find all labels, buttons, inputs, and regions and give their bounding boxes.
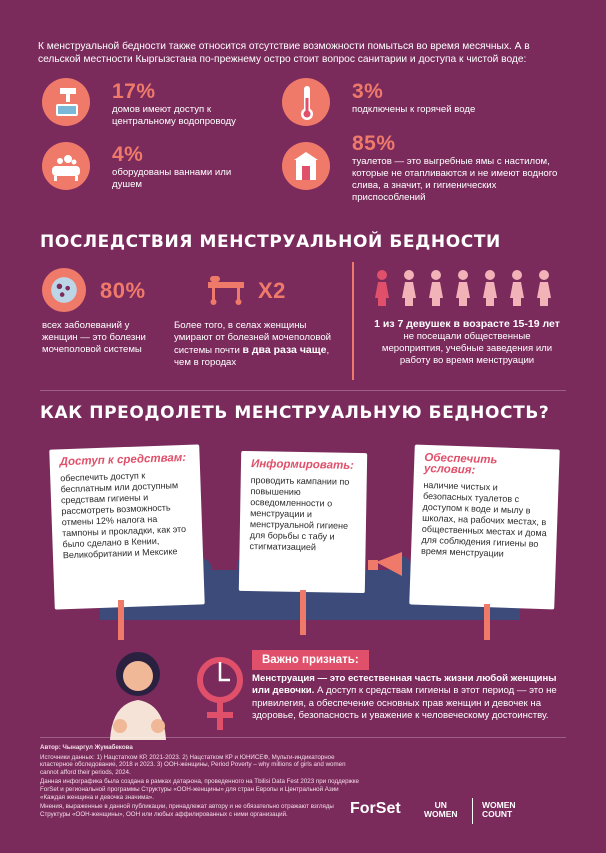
forset-logo: ForSet (350, 800, 401, 817)
consequence-b-value: X2 (258, 278, 286, 303)
logo-separator (472, 798, 473, 824)
section-title-solutions: КАК ПРЕОДОЛЕТЬ МЕНСТРУАЛЬНУЮ БЕДНОСТЬ? (40, 403, 550, 423)
bathtub-icon (42, 142, 90, 190)
consequence-a-text: всех заболеваний у женщин — это болезни мочеполовой системы (42, 320, 146, 355)
stat-pct-water: 17% (112, 80, 156, 103)
important-text: Менструация — это естественная часть жизни любой женщины или девочки. А доступ к средствам гигиены в этот период — это не привилегия, а обеспечение основных прав женщин и девочек на здоровье, безопасность и уважение к человеческому достоинству. (252, 673, 557, 722)
card-conditions-pole (484, 604, 490, 640)
card-access-title: Доступ к средствам: (59, 451, 187, 469)
card-conditions-text: наличие чистых и безопасных туалетов с доступом к воде и мылу в школах, на рабочих местах, в общественных местах и дома для соблюдения гигиены во время менструации (420, 479, 547, 559)
card-inform-pole (300, 590, 306, 635)
consequence-a-value: 80% (100, 278, 146, 303)
girl-figure-icon (402, 270, 416, 306)
venus-symbol-icon (190, 652, 250, 739)
card-access (49, 444, 204, 609)
card-access-pole (118, 600, 124, 640)
girl-figure-icon (483, 270, 497, 306)
stat-text-water: домов имеют доступ к центральному водопроводу (112, 104, 236, 127)
girls-icon-row (368, 268, 568, 313)
thermometer-icon (282, 78, 330, 126)
stat-pct-toilets: 85% (352, 132, 396, 155)
card-access-text: обеспечить доступ к бесплатным или доступным средствам гигиены и рассмотреть возможность отмены 12% налога на тампоны и прокладки, как это было сделано в Кении, Великобритании и Мексике (60, 470, 187, 561)
footer-created: Данная инфографика была создана в рамках датаթона, проведенного на Tbilisi Data Fest 2023 при поддержке ForSet и региональной программы Структуры «ООН-женщины» для стран Европы и Центральной Азии «Каждая женщина и девочка значима». (40, 778, 359, 801)
girl-figure-icon (537, 270, 551, 306)
outhouse-icon (282, 142, 330, 190)
consequence-b-text: Более того, в селах женщины умирают от болезней мочеполовой системы почти в два раза чаще, чем в городах (174, 320, 332, 368)
girl-figure-icon (429, 270, 443, 306)
women-count-logo: WOMEN COUNT (482, 800, 516, 819)
water-tap-icon (42, 78, 90, 126)
footer-sources: Источники данных: 1) Нацстатком КР, 2021-2023. 2) Нацстатком КР и ЮНИСЕФ, Мульти-индикаторное кластерное обследование, 2018 и 2023. 3) ООН-женщины, Period Poverty – why millions of girls and women cannot afford their periods, 2024. (40, 753, 346, 776)
column-divider (352, 262, 354, 380)
card-inform (239, 451, 367, 593)
stat-text-hot-water: подключены к горячей воде (352, 104, 476, 115)
stretcher-icon (204, 272, 248, 313)
section-title-consequences: ПОСЛЕДСТВИЯ МЕНСТРУАЛЬНОЙ БЕДНОСТИ (40, 232, 501, 252)
footer-disclaimer: Мнения, выраженные в данной публикации, принадлежат автору и не обязательно отражают взгляды Структуры «ООН-женщины», ООН или любых аффилированных с ними организаций. (40, 803, 334, 818)
card-conditions (409, 445, 559, 610)
stat-text-toilets: туалетов — это выгребные ямы с настилом, которые не отапливаются и не имеют водного слива, а значит, и гигиенических приспособлений (352, 156, 558, 203)
card-inform-title: Информировать: (250, 458, 355, 472)
footer-author: Автор: Чынаргул Жумабекова (40, 744, 133, 751)
section-divider (40, 390, 566, 391)
footer-text (40, 744, 360, 818)
woman-illustration (90, 640, 190, 745)
footer-divider (40, 737, 566, 738)
bacteria-icon (42, 268, 86, 312)
girl-figure-icon (456, 270, 470, 306)
stat-text-bath: оборудованы ваннами или душем (112, 167, 232, 190)
important-label: Важно признать: (252, 650, 369, 670)
girl-figure-icon (375, 270, 389, 306)
girl-figure-icon (510, 270, 524, 306)
intro-text: К менструальной бедности также относится отсутствие возможности помыться во время месячных. А в сельской местности Кыргызстана по-прежнему остро стоит вопрос санитарии и доступа к чистой воде: (38, 41, 530, 65)
card-conditions-title: Обеспечить условия: (423, 451, 498, 477)
un-women-logo: UN WOMEN (424, 800, 458, 819)
consequence-c-text: 1 из 7 девушек в возрасте 15-19 лет не посещали общественные мероприятия, учебные заведения или работу во время менструации (374, 318, 560, 366)
stat-pct-bath: 4% (112, 143, 144, 166)
stat-pct-hot-water: 3% (352, 80, 384, 103)
card-inform-text: проводить кампании по повышению осведомленности о менструации и менструальной гигиене для борьбы с табу и стигматизацией (249, 475, 350, 553)
